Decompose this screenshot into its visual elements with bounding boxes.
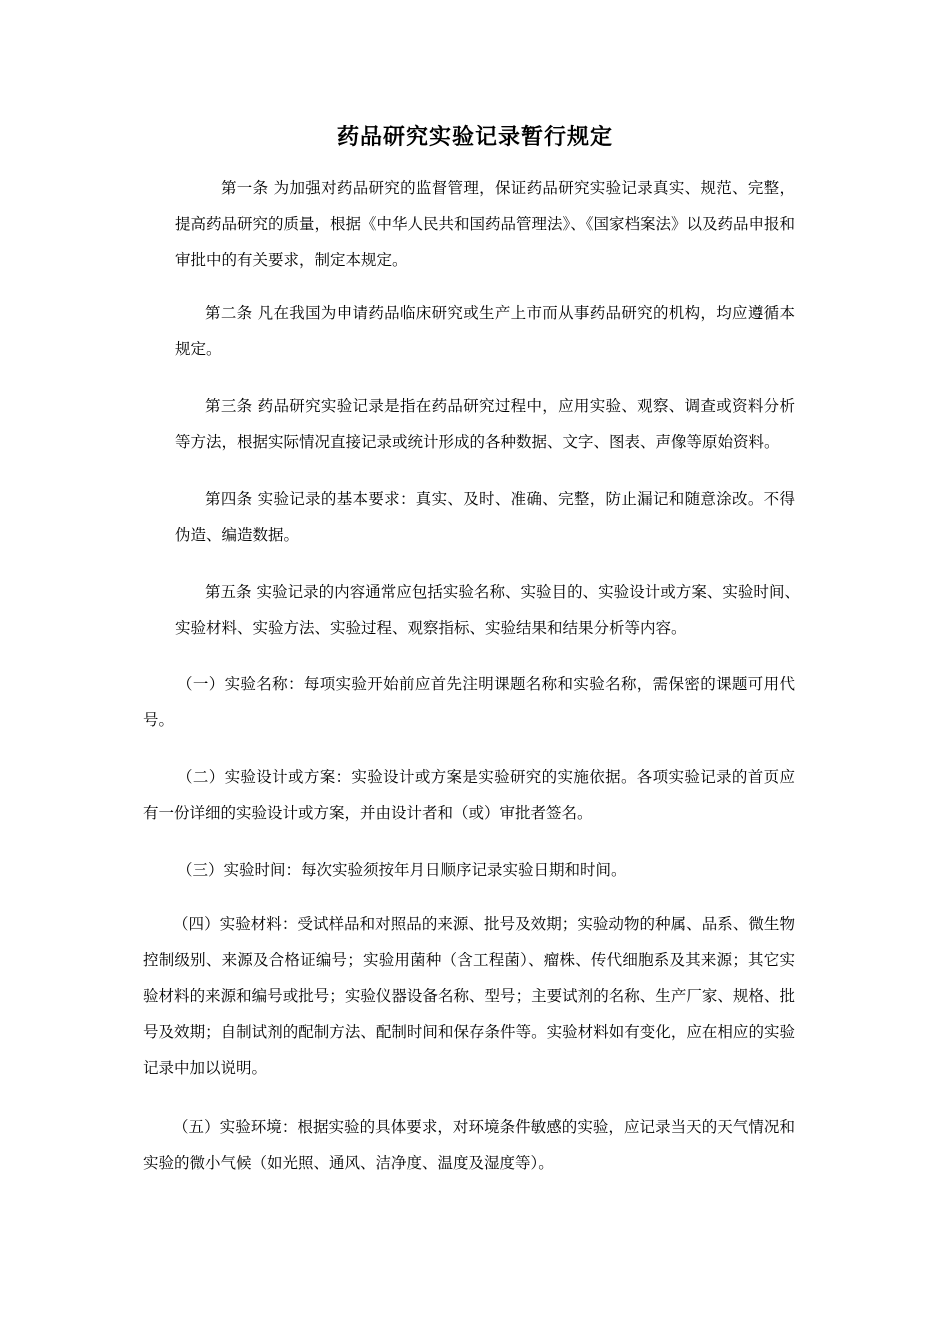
article-5-paragraph: 第五条 实验记录的内容通常应包括实验名称、实验目的、实验设计或方案、实验时间、实验材料、实验方法、实验过程、观察指标、实验结果和结果分析等内容。 xyxy=(175,583,800,637)
item-1-paragraph: （一）实验名称：每项实验开始前应首先注明课题名称和实验名称，需保密的课题可用代号。 xyxy=(143,675,795,729)
item-3-paragraph: （三）实验时间：每次实验须按年月日顺序记录实验日期和时间。 xyxy=(177,861,627,879)
document-title: 药品研究实验记录暂行规定 xyxy=(336,124,613,150)
item-5-paragraph: （五）实验环境：根据实验的具体要求，对环境条件敏感的实验，应记录当天的天气情况和实验的微小气候（如光照、通风、洁净度、温度及湿度等）。 xyxy=(143,1118,795,1172)
article-1-paragraph: 第一条 为加强对药品研究的监督管理，保证药品研究实验记录真实、规范、完整，提高药品研究的质量，根据《中华人民共和国药品管理法》、《国家档案法》以及药品申报和审批中的有关要求，制定本规定。 xyxy=(175,179,796,269)
article-3-paragraph: 第三条 药品研究实验记录是指在药品研究过程中，应用实验、观察、调查或资料分析等方法，根据实际情况直接记录或统计形成的各种数据、文字、图表、声像等原始资料。 xyxy=(175,397,795,451)
article-4-paragraph: 第四条 实验记录的基本要求：真实、及时、准确、完整，防止漏记和随意涂改。不得伪造、编造数据。 xyxy=(175,490,795,544)
item-4-paragraph: （四）实验材料：受试样品和对照品的来源、批号及效期；实验动物的种属、品系、微生物控制级别、来源及合格证编号；实验用菌种（含工程菌）、瘤株、传代细胞系及其来源；其它实验材料的来源和编号或批号；实验仪器设备名称、型号；主要试剂的名称、生产厂家、规格、批号及效期；自制试剂的配制方法、配制时间和保存条件等。实验材料如有变化，应在相应的实验记录中加以说明。 xyxy=(143,915,795,1077)
item-2-paragraph: （二）实验设计或方案：实验设计或方案是实验研究的实施依据。各项实验记录的首页应有一份详细的实验设计或方案，并由设计者和（或）审批者签名。 xyxy=(143,768,795,822)
article-2-paragraph: 第二条 凡在我国为申请药品临床研究或生产上市而从事药品研究的机构，均应遵循本规定。 xyxy=(175,304,795,358)
